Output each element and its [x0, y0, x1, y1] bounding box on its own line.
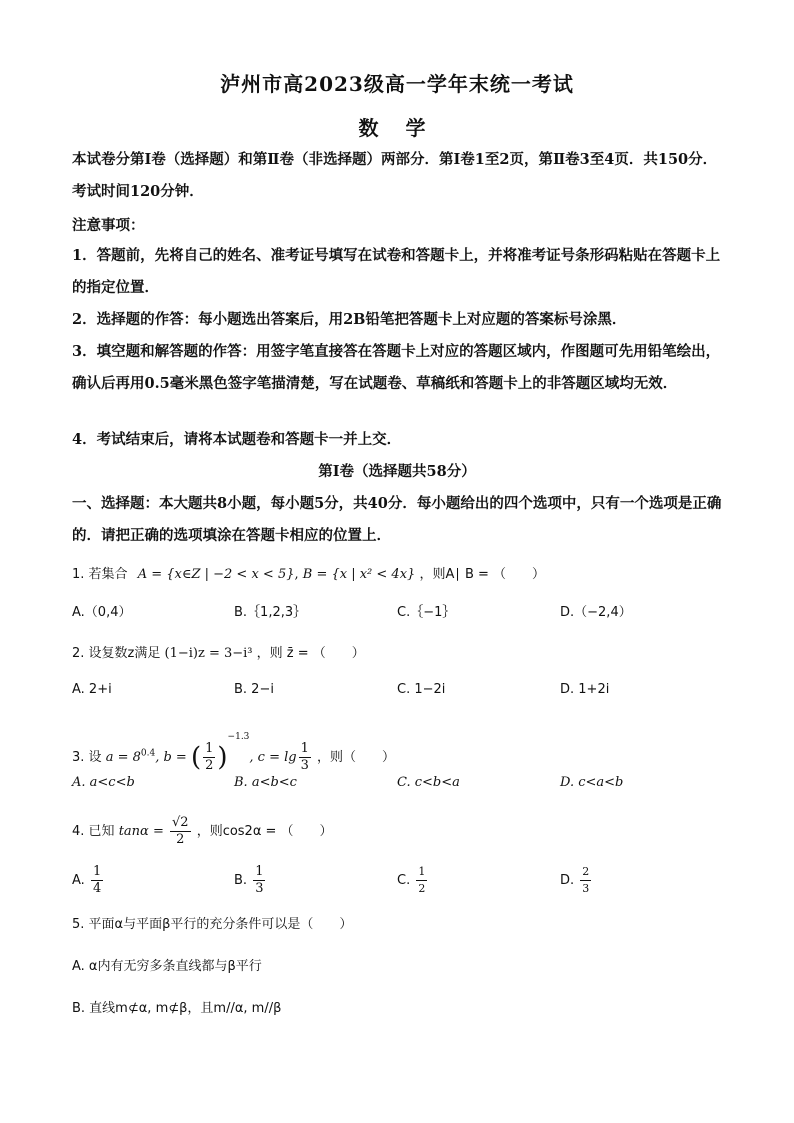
question-3-b: , b =	[155, 750, 191, 765]
notice-item-1: 1．答题前，先将自己的姓名、准考证号填写在试卷和答题卡上，并将准考证号条形码粘贴在答题卡上的指定位置．	[72, 247, 721, 296]
question-3-b-exponent: −1.3	[227, 732, 250, 742]
question-4-option-b: B. $\frac{1}{3}$	[234, 864, 264, 896]
question-2-option-b: B. 2−i	[234, 682, 274, 697]
question-2-option-c: C. 1−2i	[397, 682, 446, 697]
question-4-tail: ，则cos2α = （ ）	[196, 824, 333, 839]
question-4-option-c: C. $\frac{1}{2}$	[397, 865, 426, 895]
question-3-a: a = 8	[105, 750, 141, 765]
question-1: 1. 若集合 A = {x∈Z | −2 < x < 5}, B = {x | x² < 4x} ，则A∣ B = （ ）	[72, 567, 546, 582]
intro-paragraph: 本试卷分第Ⅰ卷（选择题）和第Ⅱ卷（非选择题）两部分．第Ⅰ卷1至2页，第Ⅱ卷3至4页．共150分．考试时间120分钟．	[72, 151, 718, 200]
question-1-set-a: A = {x∈Z | −2 < x < 5}	[137, 567, 295, 582]
question-1-option-a: A.（0,4）	[72, 605, 132, 620]
question-5-option-a: A. α内有无穷多条直线都与β平行	[72, 959, 262, 974]
question-1-option-b: B.｛1,2,3｝	[234, 605, 307, 620]
section-title: 第Ⅰ卷（选择题共58分）	[318, 463, 476, 480]
exam-title: 泸州市高2023级高一学年末统一考试	[220, 72, 574, 96]
subject-title: 数 学	[358, 116, 436, 140]
question-3: 3. 设 $a = 8^{0.4}$, b = ( $\frac{1}{2}$ )$^{-1.3}$, c = lg $\frac{1}{3}$ ，则（ ）	[72, 732, 396, 773]
question-2-lead: 2. 设复数z满足	[72, 646, 161, 661]
notice-item-4: 4．考试结束后，请将本试题卷和答题卡一并上交．	[72, 431, 402, 448]
question-4-option-d: D. $\frac{2}{3}$	[560, 865, 590, 895]
question-2-option-d: D. 1+2i	[560, 682, 610, 697]
question-3-c-fraction: $\frac{1}{3}$	[300, 741, 309, 773]
question-4-fraction: $\frac{√2}{2}$	[171, 815, 189, 847]
question-4-expr: tanα =	[118, 824, 168, 839]
question-2-tail: ，则 z̄ = （ ）	[256, 646, 365, 661]
question-1-option-d: D.（−2,4）	[560, 605, 632, 620]
question-3-option-b: B. a<b<c	[234, 775, 297, 790]
section-instruction: 一、选择题：本大题共8小题，每小题5分，共40分．每小题给出的四个选项中，只有一个选项是正确的．请把正确的选项填涂在答题卡相应的位置上．	[72, 495, 722, 544]
question-4	[72, 812, 333, 852]
notice-item-3: 3．填空题和解答题的作答：用签字笔直接答在答题卡上对应的答题区域内，作图题可先用铅笔绘出，确认后再用0.5毫米黑色签字笔描清楚，写在试题卷、草稿纸和答题卡上的非答题区域均无效．	[72, 343, 721, 392]
question-2	[72, 644, 365, 664]
question-3-c: , c = lg	[249, 750, 297, 765]
notice-item-2: 2．选择题的作答：每小题选出答案后，用2B铅笔把答题卡上对应题的答案标号涂黑．	[72, 311, 627, 328]
question-4-option-a: A. $\frac{1}{4}$	[72, 864, 102, 896]
question-5-option-b: B. 直线m⊄α, m⊄β，且m//α, m//β	[72, 1001, 282, 1016]
question-3-b-fraction: $\frac{1}{2}$	[205, 741, 214, 773]
question-2-option-a: A. 2+i	[72, 682, 112, 697]
question-1-option-c: C.｛−1｝	[397, 605, 456, 620]
question-3-option-a: A. a<c<b	[72, 775, 135, 790]
question-3-option-d: D. c<a<b	[560, 775, 624, 790]
question-1-tail: ，则A∣ B = （ ）	[419, 567, 546, 582]
question-4-lead: 4. 已知	[72, 824, 115, 839]
question-5: 5. 平面α与平面β平行的充分条件可以是（ ）	[72, 917, 353, 932]
question-3-tail: ，则（ ）	[317, 750, 396, 765]
question-3-a-exponent: 0.4	[140, 748, 156, 759]
question-1-lead: 1. 若集合	[72, 567, 128, 582]
question-1-set-b: B = {x | x² < 4x}	[302, 567, 416, 582]
question-3-option-c: C. c<b<a	[397, 775, 460, 790]
question-2-expr: (1−i)z = 3−i³	[164, 646, 253, 661]
notice-heading: 注意事项：	[72, 217, 145, 234]
question-3-lead: 3. 设	[72, 750, 102, 765]
